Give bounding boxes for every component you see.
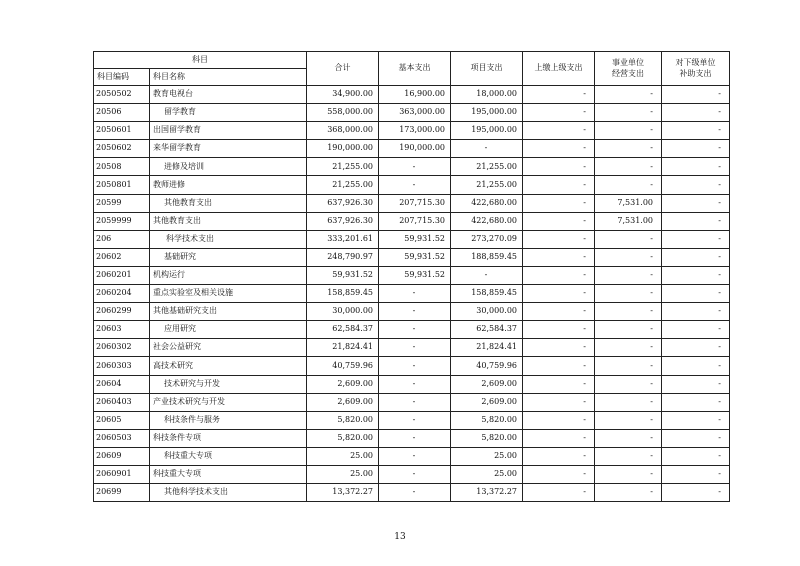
table-row xyxy=(94,447,730,465)
cell-business: - xyxy=(595,465,662,483)
cell-project: 25.00 xyxy=(451,447,523,465)
cell-total: 637,926.30 xyxy=(307,194,379,212)
cell-code: 2060503 xyxy=(94,429,150,447)
cell-upper: - xyxy=(523,357,595,375)
cell-total: 190,000.00 xyxy=(307,140,379,158)
header-total: 合计 xyxy=(307,52,379,86)
cell-project: 21,824.41 xyxy=(451,339,523,357)
cell-project: 5,820.00 xyxy=(451,429,523,447)
cell-basic: - xyxy=(379,357,451,375)
cell-name: 教育电视台 xyxy=(150,86,307,104)
cell-basic: - xyxy=(379,429,451,447)
cell-code: 2060303 xyxy=(94,357,150,375)
cell-code: 2050801 xyxy=(94,176,150,194)
cell-total: 558,000.00 xyxy=(307,104,379,122)
cell-upper: - xyxy=(523,411,595,429)
cell-name: 进修及培训 xyxy=(150,158,307,176)
cell-business: - xyxy=(595,357,662,375)
cell-project: 18,000.00 xyxy=(451,86,523,104)
cell-upper: - xyxy=(523,176,595,194)
cell-project: 40,759.96 xyxy=(451,357,523,375)
cell-upper: - xyxy=(523,393,595,411)
cell-upper: - xyxy=(523,230,595,248)
cell-business: - xyxy=(595,104,662,122)
cell-project: 422,680.00 xyxy=(451,212,523,230)
cell-lower: - xyxy=(662,429,730,447)
cell-business: - xyxy=(595,230,662,248)
table-row xyxy=(94,176,730,194)
cell-name: 来华留学教育 xyxy=(150,140,307,158)
cell-project: 25.00 xyxy=(451,465,523,483)
table-row xyxy=(94,429,730,447)
cell-business: - xyxy=(595,86,662,104)
cell-total: 158,859.45 xyxy=(307,285,379,303)
cell-total: 5,820.00 xyxy=(307,429,379,447)
cell-basic: - xyxy=(379,176,451,194)
table-row xyxy=(94,411,730,429)
cell-upper: - xyxy=(523,447,595,465)
cell-total: 40,759.96 xyxy=(307,357,379,375)
cell-total: 59,931.52 xyxy=(307,266,379,284)
cell-business: - xyxy=(595,393,662,411)
table-row xyxy=(94,122,730,140)
cell-total: 2,609.00 xyxy=(307,393,379,411)
cell-code: 2059999 xyxy=(94,212,150,230)
cell-code: 2060302 xyxy=(94,339,150,357)
cell-code: 2060403 xyxy=(94,393,150,411)
cell-code: 20605 xyxy=(94,411,150,429)
table-row xyxy=(94,321,730,339)
cell-upper: - xyxy=(523,212,595,230)
cell-upper: - xyxy=(523,465,595,483)
table-row xyxy=(94,303,730,321)
cell-basic: - xyxy=(379,484,451,502)
page-number: 13 xyxy=(394,532,406,542)
cell-upper: - xyxy=(523,194,595,212)
cell-project: - xyxy=(451,266,523,284)
table-row xyxy=(94,194,730,212)
cell-total: 2,609.00 xyxy=(307,375,379,393)
cell-basic: - xyxy=(379,393,451,411)
cell-business: - xyxy=(595,375,662,393)
cell-name: 产业技术研究与开发 xyxy=(150,393,307,411)
cell-lower: - xyxy=(662,194,730,212)
cell-name: 教师进修 xyxy=(150,176,307,194)
cell-project: 21,255.00 xyxy=(451,158,523,176)
table-row xyxy=(94,285,730,303)
cell-project: - xyxy=(451,140,523,158)
header-subject: 科目 xyxy=(94,52,307,69)
header-business: 事业单位 经营支出 xyxy=(595,52,662,86)
cell-upper: - xyxy=(523,248,595,266)
cell-business: 7,531.00 xyxy=(595,194,662,212)
cell-basic: - xyxy=(379,411,451,429)
cell-name: 机构运行 xyxy=(150,266,307,284)
cell-lower: - xyxy=(662,122,730,140)
cell-lower: - xyxy=(662,176,730,194)
cell-total: 5,820.00 xyxy=(307,411,379,429)
cell-code: 20603 xyxy=(94,321,150,339)
header-upper: 上缴上级支出 xyxy=(523,52,595,86)
cell-upper: - xyxy=(523,266,595,284)
cell-business: - xyxy=(595,321,662,339)
cell-lower: - xyxy=(662,230,730,248)
cell-upper: - xyxy=(523,285,595,303)
cell-name: 社会公益研究 xyxy=(150,339,307,357)
cell-upper: - xyxy=(523,104,595,122)
cell-project: 5,820.00 xyxy=(451,411,523,429)
cell-business: - xyxy=(595,122,662,140)
cell-basic: 207,715.30 xyxy=(379,194,451,212)
cell-upper: - xyxy=(523,158,595,176)
table-row xyxy=(94,357,730,375)
table-row xyxy=(94,393,730,411)
cell-total: 368,000.00 xyxy=(307,122,379,140)
cell-basic: 59,931.52 xyxy=(379,248,451,266)
cell-project: 21,255.00 xyxy=(451,176,523,194)
cell-lower: - xyxy=(662,357,730,375)
cell-lower: - xyxy=(662,339,730,357)
cell-business: - xyxy=(595,339,662,357)
table-row xyxy=(94,339,730,357)
cell-code: 2060299 xyxy=(94,303,150,321)
cell-code: 2050601 xyxy=(94,122,150,140)
header-code: 科目编码 xyxy=(94,69,150,86)
cell-total: 248,790.97 xyxy=(307,248,379,266)
cell-total: 333,201.61 xyxy=(307,230,379,248)
cell-total: 21,824.41 xyxy=(307,339,379,357)
cell-name: 科技重大专项 xyxy=(150,447,307,465)
cell-name: 其他科学技术支出 xyxy=(150,484,307,502)
cell-business: - xyxy=(595,176,662,194)
cell-code: 20609 xyxy=(94,447,150,465)
cell-total: 25.00 xyxy=(307,465,379,483)
cell-basic: - xyxy=(379,303,451,321)
cell-lower: - xyxy=(662,104,730,122)
cell-total: 30,000.00 xyxy=(307,303,379,321)
cell-name: 其他教育支出 xyxy=(150,194,307,212)
cell-basic: 59,931.52 xyxy=(379,266,451,284)
cell-lower: - xyxy=(662,303,730,321)
table-row xyxy=(94,465,730,483)
cell-lower: - xyxy=(662,447,730,465)
cell-business: - xyxy=(595,429,662,447)
cell-code: 20602 xyxy=(94,248,150,266)
cell-upper: - xyxy=(523,140,595,158)
table-row xyxy=(94,484,730,502)
cell-total: 21,255.00 xyxy=(307,158,379,176)
cell-business: - xyxy=(595,303,662,321)
cell-code: 2050502 xyxy=(94,86,150,104)
cell-code: 2050602 xyxy=(94,140,150,158)
cell-project: 273,270.09 xyxy=(451,230,523,248)
cell-project: 13,372.27 xyxy=(451,484,523,502)
cell-project: 188,859.45 xyxy=(451,248,523,266)
cell-basic: 59,931.52 xyxy=(379,230,451,248)
cell-upper: - xyxy=(523,484,595,502)
cell-name: 重点实验室及相关设施 xyxy=(150,285,307,303)
cell-basic: - xyxy=(379,447,451,465)
cell-lower: - xyxy=(662,158,730,176)
table-row xyxy=(94,266,730,284)
cell-business: - xyxy=(595,447,662,465)
cell-upper: - xyxy=(523,86,595,104)
cell-lower: - xyxy=(662,248,730,266)
cell-upper: - xyxy=(523,303,595,321)
cell-code: 2060204 xyxy=(94,285,150,303)
cell-name: 留学教育 xyxy=(150,104,307,122)
cell-project: 195,000.00 xyxy=(451,122,523,140)
cell-code: 20699 xyxy=(94,484,150,502)
cell-basic: - xyxy=(379,375,451,393)
table-row xyxy=(94,140,730,158)
table-body xyxy=(94,86,730,502)
cell-business: - xyxy=(595,140,662,158)
table-row xyxy=(94,230,730,248)
cell-name: 科技条件专项 xyxy=(150,429,307,447)
budget-table-container xyxy=(93,51,729,502)
cell-name: 其他基础研究支出 xyxy=(150,303,307,321)
expenditure-table xyxy=(93,51,730,502)
cell-code: 20599 xyxy=(94,194,150,212)
cell-name: 科技条件与服务 xyxy=(150,411,307,429)
cell-code: 20508 xyxy=(94,158,150,176)
cell-basic: 16,900.00 xyxy=(379,86,451,104)
cell-project: 158,859.45 xyxy=(451,285,523,303)
cell-project: 2,609.00 xyxy=(451,375,523,393)
table-row xyxy=(94,158,730,176)
cell-business: - xyxy=(595,285,662,303)
cell-total: 62,584.37 xyxy=(307,321,379,339)
cell-name: 高技术研究 xyxy=(150,357,307,375)
cell-project: 30,000.00 xyxy=(451,303,523,321)
cell-lower: - xyxy=(662,285,730,303)
cell-basic: 190,000.00 xyxy=(379,140,451,158)
cell-lower: - xyxy=(662,465,730,483)
cell-business: - xyxy=(595,158,662,176)
table-row xyxy=(94,375,730,393)
cell-name: 基础研究 xyxy=(150,248,307,266)
cell-basic: - xyxy=(379,465,451,483)
table-row xyxy=(94,104,730,122)
cell-upper: - xyxy=(523,429,595,447)
cell-lower: - xyxy=(662,375,730,393)
cell-name: 出国留学教育 xyxy=(150,122,307,140)
header-row-1 xyxy=(94,52,730,69)
cell-basic: - xyxy=(379,321,451,339)
header-project: 项目支出 xyxy=(451,52,523,86)
cell-name: 科学技术支出 xyxy=(150,230,307,248)
header-name: 科目名称 xyxy=(150,69,307,86)
cell-name: 技术研究与开发 xyxy=(150,375,307,393)
cell-upper: - xyxy=(523,122,595,140)
cell-project: 422,680.00 xyxy=(451,194,523,212)
cell-business: - xyxy=(595,248,662,266)
cell-basic: 363,000.00 xyxy=(379,104,451,122)
cell-project: 2,609.00 xyxy=(451,393,523,411)
cell-code: 2060901 xyxy=(94,465,150,483)
cell-total: 25.00 xyxy=(307,447,379,465)
cell-name: 其他教育支出 xyxy=(150,212,307,230)
cell-upper: - xyxy=(523,339,595,357)
header-lower: 对下级单位 补助支出 xyxy=(662,52,730,86)
cell-basic: - xyxy=(379,158,451,176)
cell-project: 195,000.00 xyxy=(451,104,523,122)
cell-name: 应用研究 xyxy=(150,321,307,339)
cell-total: 13,372.27 xyxy=(307,484,379,502)
cell-basic: - xyxy=(379,285,451,303)
cell-lower: - xyxy=(662,393,730,411)
cell-code: 20506 xyxy=(94,104,150,122)
cell-project: 62,584.37 xyxy=(451,321,523,339)
cell-upper: - xyxy=(523,375,595,393)
cell-lower: - xyxy=(662,212,730,230)
cell-lower: - xyxy=(662,140,730,158)
cell-business: - xyxy=(595,484,662,502)
table-row xyxy=(94,86,730,104)
header-basic: 基本支出 xyxy=(379,52,451,86)
cell-basic: 207,715.30 xyxy=(379,212,451,230)
table-row xyxy=(94,248,730,266)
cell-code: 206 xyxy=(94,230,150,248)
cell-basic: - xyxy=(379,339,451,357)
cell-business: - xyxy=(595,266,662,284)
cell-basic: 173,000.00 xyxy=(379,122,451,140)
table-row xyxy=(94,212,730,230)
cell-lower: - xyxy=(662,411,730,429)
cell-lower: - xyxy=(662,321,730,339)
cell-total: 21,255.00 xyxy=(307,176,379,194)
cell-lower: - xyxy=(662,266,730,284)
cell-total: 637,926.30 xyxy=(307,212,379,230)
cell-business: - xyxy=(595,411,662,429)
cell-lower: - xyxy=(662,86,730,104)
cell-upper: - xyxy=(523,321,595,339)
cell-total: 34,900.00 xyxy=(307,86,379,104)
cell-code: 20604 xyxy=(94,375,150,393)
cell-name: 科技重大专项 xyxy=(150,465,307,483)
cell-lower: - xyxy=(662,484,730,502)
cell-code: 2060201 xyxy=(94,266,150,284)
cell-business: 7,531.00 xyxy=(595,212,662,230)
